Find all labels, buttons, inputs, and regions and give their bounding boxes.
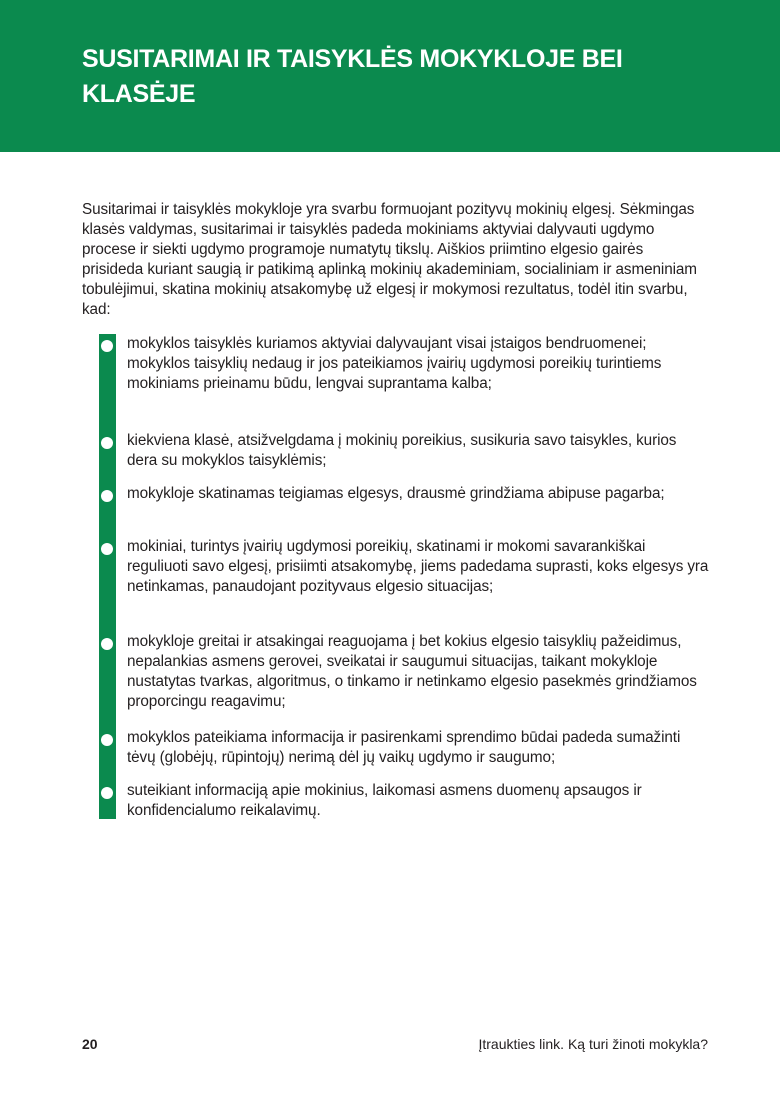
intro-paragraph: Susitarimai ir taisyklės mokykloje yra svarbu formuojant pozityvų mokinių elgesį. Sėkmingas klasės valdymas, susitarimai ir taisyklės padeda mokiniams aktyviai dalyvauti ugdymo procese ir siekti ugdymo programoje numatytų tikslų. Aiškios priimtino elgesio gairės prisideda kuriant saugią ir patikimą aplinką mokinių akademiniam, socialiniam ir asmeniniam tobulėjimui, skatina mokinių atsakomybę už elgesį ir mokymosi rezultatus, todėl itin svarbu, kad: (82, 201, 697, 318)
bullet-icon (101, 543, 113, 555)
bullet-icon (101, 638, 113, 650)
bullet-icon (101, 437, 113, 449)
bullet-icon (101, 340, 113, 352)
list-item-text: mokykloje skatinamas teigiamas elgesys, drausmė grindžiama abipuse pagarba; (127, 485, 665, 502)
list-item-text: kiekviena klasė, atsižvelgdama į mokinių poreikius, susikuria savo taisykles, kurios dera su mokyklos taisyklėmis; (127, 432, 677, 469)
publication-title: Įtraukties link. Ką turi žinoti mokykla? (478, 1036, 708, 1052)
list-item-text: suteikiant informaciją apie mokinius, laikomasi asmens duomenų apsaugos ir konfidencialumo reikalavimų. (127, 782, 642, 819)
bullet-icon (101, 490, 113, 502)
list-item-text: mokyklos pateikiama informacija ir pasirenkami sprendimo būdai padeda sumažinti tėvų (globėjų, rūpintojų) nerimą dėl jų vaikų ugdymo ir saugumo; (127, 729, 681, 766)
list-accent-bar (99, 334, 116, 819)
list-item-text: mokykloje greitai ir atsakingai reaguojama į bet kokius elgesio taisyklių pažeidimus, nepalankias asmens gerovei, sveikatai ir saugumui situacijas, taikant mokykloje nustatytas tvarkas, algoritmus, o tinkamo ir netinkamo elgesio pasekmės grindžiamos proporcingu reagavimu; (127, 633, 697, 710)
list-item-text: mokiniai, turintys įvairių ugdymosi poreikių, skatinami ir mokomi savarankiškai reguliuoti savo elgesį, prisiimti atsakomybę, jiems padedama suprasti, koks elgesys yra netinkamas, panaudojant pozityvaus elgesio situacijas; (127, 538, 709, 595)
bullet-icon (101, 787, 113, 799)
list-item-text: mokyklos taisyklės kuriamos aktyviai dalyvaujant visai įstaigos bendruomenei; mokyklos taisyklių nedaug ir jos pateikiamos įvairių ugdymosi poreikių turintiems mokiniams prieinamu būdu, lengvai suprantama kalba; (127, 335, 662, 392)
page-title: SUSITARIMAI IR TAISYKLĖS MOKYKLOJE BEI KLASĖJE (82, 45, 623, 108)
page-number: 20 (82, 1036, 98, 1052)
header-band (0, 0, 780, 152)
rules-list (99, 334, 709, 819)
bullet-icon (101, 734, 113, 746)
